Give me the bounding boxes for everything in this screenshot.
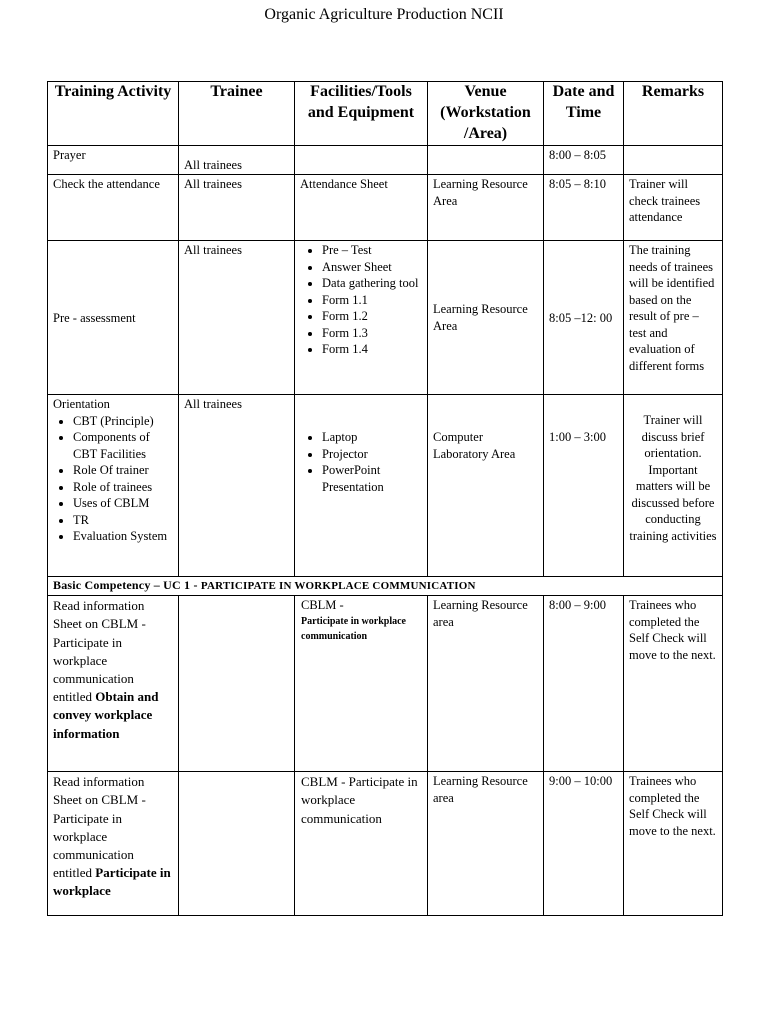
list-item: • Role of trainees	[73, 479, 173, 496]
cell-facilities: CBLM - Participate in workplace communication	[295, 772, 428, 916]
list-item: • Evaluation System	[73, 528, 173, 545]
cell-remarks: Trainer will discuss brief orientation. Important matters will be discussed before conducting training activities	[624, 395, 723, 577]
cell-activity: Pre - assessment	[48, 241, 179, 395]
facilities-list	[300, 429, 422, 495]
orientation-label: Orientation	[53, 397, 110, 412]
training-plan-table	[47, 81, 723, 916]
table-row-preassessment	[48, 241, 723, 395]
cell-time: 8:05 – 8:10	[544, 175, 624, 241]
cell-venue: Learning Resource area	[428, 772, 544, 916]
cell-remarks: Trainer will check trainees attendance	[624, 175, 723, 241]
activity-text: Read information Sheet on CBLM - Participate in workplace communication entitled	[53, 774, 146, 881]
cell-venue: Learning Resource area	[428, 596, 544, 772]
cell-facilities	[295, 596, 428, 772]
cell-venue: Computer Laboratory Area	[428, 395, 544, 577]
cell-trainee: All trainees	[179, 175, 295, 241]
header-trainee: Trainee	[179, 82, 295, 146]
competency-prefix: Basic Competency – UC 1 -	[53, 578, 198, 593]
list-item: • Pre – Test	[322, 242, 422, 259]
cell-activity	[48, 772, 179, 916]
table-header-row	[48, 82, 723, 146]
cell-time: 1:00 – 3:00	[544, 395, 624, 577]
activity-topic: Obtain and convey workplace information	[53, 689, 159, 741]
facilities-module: Participate in workplace communication	[301, 615, 406, 642]
cell-facilities: Attendance Sheet	[295, 175, 428, 241]
cell-trainee	[179, 772, 295, 916]
orientation-topics-list	[53, 413, 173, 545]
list-item: • Form 1.2	[322, 308, 422, 325]
header-venue: Venue (Workstation /Area)	[428, 82, 544, 146]
header-facilities: Facilities/Tools and Equipment	[295, 82, 428, 146]
activity-topic: Participate in workplace	[53, 865, 171, 899]
cell-venue: Learning Resource Area	[428, 175, 544, 241]
list-item: • Uses of CBLM	[73, 495, 173, 512]
list-item: • Data gathering tool	[322, 275, 422, 292]
cell-remarks: Trainees who completed the Self Check will move to the next.	[624, 772, 723, 916]
table-row-prayer	[48, 146, 723, 175]
cell-time: 8:00 – 9:00	[544, 596, 624, 772]
list-item: • Answer Sheet	[322, 259, 422, 276]
cell-venue: Learning Resource Area	[428, 241, 544, 395]
list-item: • Role Of trainer	[73, 462, 173, 479]
table-row-attendance	[48, 175, 723, 241]
list-item: • Form 1.4	[322, 341, 422, 358]
facilities-label: CBLM -	[301, 598, 344, 613]
cell-trainee: All trainees	[179, 395, 295, 577]
cell-facilities	[295, 241, 428, 395]
cell-activity	[48, 395, 179, 577]
cell-facilities	[295, 146, 428, 175]
table-row-uc1-participate	[48, 772, 723, 916]
list-item: • Form 1.3	[322, 325, 422, 342]
list-item: • Laptop	[322, 429, 422, 446]
competency-banner	[48, 577, 723, 596]
cell-activity: Prayer	[48, 146, 179, 175]
cell-activity: Check the attendance	[48, 175, 179, 241]
list-item: • Form 1.1	[322, 292, 422, 309]
cell-trainee: All trainees	[179, 241, 295, 395]
cell-trainee	[179, 596, 295, 772]
cell-trainee: All trainees	[179, 146, 295, 175]
table-row-orientation	[48, 395, 723, 577]
cell-venue	[428, 146, 544, 175]
header-remarks: Remarks	[624, 82, 723, 146]
facilities-list	[300, 242, 422, 358]
cell-time: 8:00 – 8:05	[544, 146, 624, 175]
cell-time: 9:00 – 10:00	[544, 772, 624, 916]
document-title: Organic Agriculture Production NCII	[264, 6, 504, 23]
list-item: • Projector	[322, 446, 422, 463]
header-date-time: Date and Time	[544, 82, 624, 146]
cell-time: 8:05 –12: 00	[544, 241, 624, 395]
list-item: • CBT (Principle)	[73, 413, 173, 430]
competency-title: PARTICIPATE IN WORKPLACE COMMUNICATION	[200, 580, 476, 593]
cell-facilities	[295, 395, 428, 577]
cell-remarks: The training needs of trainees will be identified based on the result of pre – test and evaluation of different forms	[624, 241, 723, 395]
activity-text: Read information Sheet on CBLM - Participate in workplace communication entitled	[53, 598, 146, 705]
list-item: • PowerPoint Presentation	[322, 462, 422, 495]
table-row-uc1-obtain	[48, 596, 723, 772]
cell-remarks	[624, 146, 723, 175]
cell-activity	[48, 596, 179, 772]
competency-banner-row	[48, 577, 723, 596]
list-item: • Components of CBT Facilities	[73, 429, 173, 462]
header-training-activity: Training Activity	[48, 82, 179, 146]
list-item: • TR	[73, 512, 173, 529]
cell-remarks: Trainees who completed the Self Check will move to the next.	[624, 596, 723, 772]
